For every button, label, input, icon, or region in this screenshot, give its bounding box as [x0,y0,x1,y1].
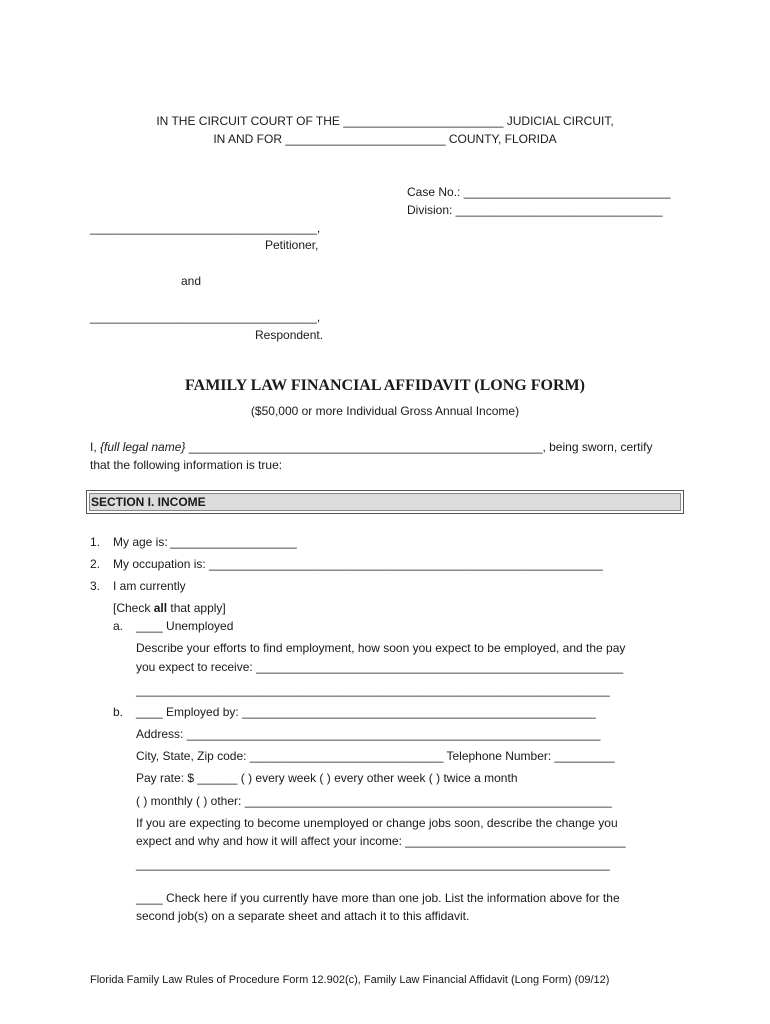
job-change-text: If you are expecting to become unemployed or change jobs soon, describe the change you [136,816,618,830]
expected-pay-field[interactable]: you expect to receive: _______________________________________________________ [136,660,624,674]
check-all-instruction [113,601,226,615]
check-instruction-post: that apply] [167,601,226,615]
city-state-zip-phone-field[interactable]: City, State, Zip code: _____________________________ Telephone Number: _________ [136,749,615,763]
multiple-jobs-checkbox[interactable]: ____ Check here if you currently have more than one job. List the information above for the [136,891,620,905]
item-3-number: 3. [90,579,101,593]
form-title: FAMILY LAW FINANCIAL AFFIDAVIT (LONG FORM) [185,377,585,394]
division-field[interactable]: Division: _______________________________ [407,203,663,217]
address-field[interactable]: Address: ______________________________________________________________ [136,727,601,741]
case-number-field[interactable]: Case No.: _______________________________ [407,185,671,199]
pay-rate-field[interactable]: Pay rate: $ ______ ( ) every week ( ) every other week ( ) twice a month [136,771,518,785]
check-instruction-pre: [Check [113,601,154,615]
petitioner-label: Petitioner, [265,238,319,252]
unemployed-description-text: Describe your efforts to find employment, how soon you expect to be employed, and the pay [136,641,626,655]
form-subtitle: ($50,000 or more Individual Gross Annual Income) [250,404,520,418]
pay-frequency-other-field[interactable]: ( ) monthly ( ) other: _______________________________________________________ [136,794,612,808]
respondent-name-line[interactable]: __________________________________, [90,310,321,324]
option-b-letter: b. [113,705,124,719]
unemployed-checkbox[interactable]: ____ Unemployed [136,619,234,633]
employer-field[interactable]: ____ Employed by: _____________________________________________________ [136,705,596,719]
unemployed-extra-line[interactable]: _______________________________________________________________________ [136,683,610,697]
currently-label: I am currently [113,579,186,593]
court-header-line1: IN THE CIRCUIT COURT OF THE ________________________ JUDICIAL CIRCUIT, [156,114,614,128]
and-label: and [181,274,202,288]
respondent-label: Respondent. [255,328,324,342]
petitioner-name-line[interactable]: __________________________________, [90,221,321,235]
multiple-jobs-text: second job(s) on a separate sheet and attach it to this affidavit. [136,909,470,923]
section-header-box [86,490,684,514]
oath-line-2: that the following information is true: [90,458,283,472]
age-field[interactable]: ___________________ [170,535,297,549]
section-1-label: SECTION I. INCOME [91,495,206,509]
job-change-extra-line[interactable]: _______________________________________________________________________ [136,857,610,871]
occupation-field[interactable]: My occupation is: ___________________________________________________________ [113,557,603,571]
form-footer: Florida Family Law Rules of Procedure Form 12.902(c), Family Law Financial Affidavit (Long Form) (09/12) [90,974,610,986]
full-legal-name-field[interactable]: _____________________________________________________, being sworn, certify [185,440,653,454]
age-label: My age is: [113,535,168,549]
full-legal-name-hint: {full legal name} [100,440,186,454]
oath-prefix: I, [90,440,101,454]
oath-line-1 [90,440,653,454]
check-instruction-all: all [153,601,168,615]
item-2-number: 2. [90,557,101,571]
court-header-line2: IN AND FOR ________________________ COUNTY, FLORIDA [213,132,557,146]
job-change-field[interactable]: expect and why and how it will affect your income: _________________________________ [136,834,626,848]
option-a-letter: a. [113,619,124,633]
item-1-number: 1. [90,535,101,549]
